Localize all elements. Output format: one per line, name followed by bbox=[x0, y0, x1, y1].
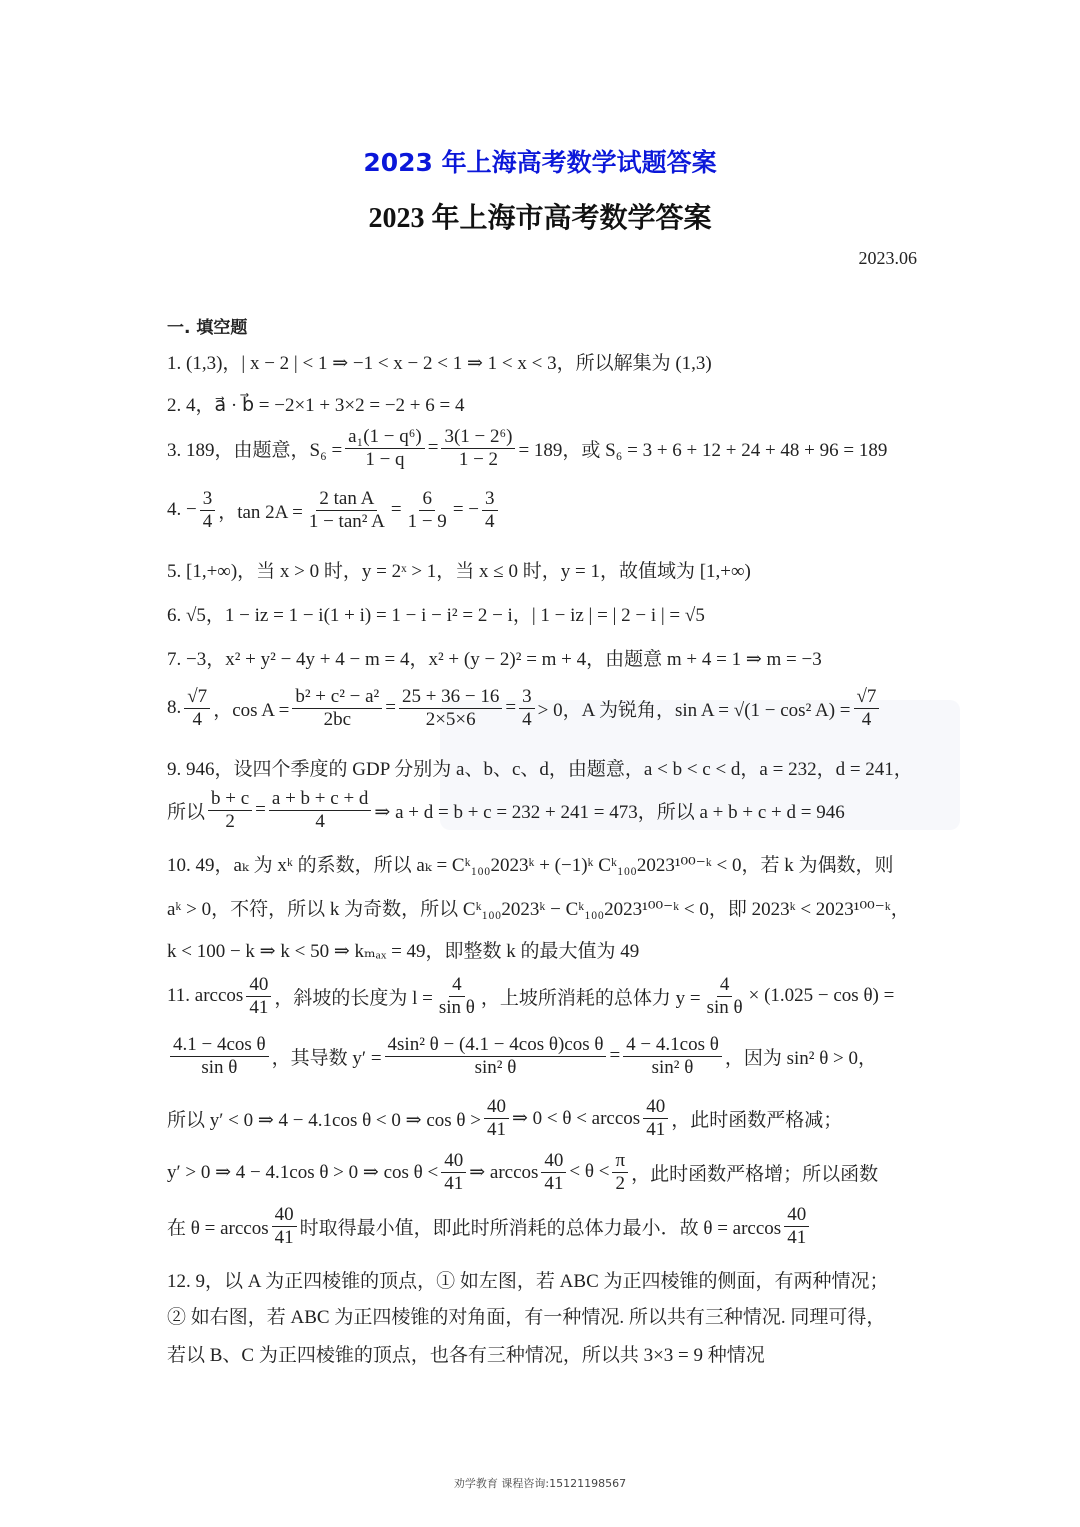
fraction: $\frac{\text{4.1 − 4cos θ}}{\text{sin θ}}$ bbox=[170, 1034, 269, 1079]
answer-11-line-5: 在 θ = arccos $\frac{40}{41}$ 时取得最小值，即此时所消耗的总体力最小．故 θ = arccos $\frac{40}{41}$ bbox=[167, 1204, 920, 1249]
answer-10-line-1: 10. 49，aₖ 为 xᵏ 的系数，所以 aₖ = Cᵏ₁₀₀2023ᵏ + (−1)ᵏ Cᵏ₁₀₀2023¹⁰⁰⁻ᵏ < 0，若 k 为偶数，则 bbox=[167, 855, 894, 876]
answer-12-line-1: 12. 9，以 A 为正四棱锥的顶点，① 如左图，若 ABC 为正四棱锥的侧面，有两种情况； bbox=[167, 1271, 889, 1292]
page-title: 2023 年上海高考数学试题答案 bbox=[363, 148, 717, 177]
fraction: $\frac{\text{4sin² θ − (4.1 − 4cos θ)cos θ}}{\text{sin² θ}}$ bbox=[385, 1034, 607, 1079]
fraction: $\frac{4}{\text{sin θ}}$ bbox=[706, 974, 743, 1018]
answer-5: 5. [1,+∞)，当 x > 0 时，y = 2ˣ > 1，当 x ≤ 0 时，y = 1，故值域为 [1,+∞) bbox=[167, 561, 751, 582]
fraction: $\frac{40}{41}$ bbox=[272, 1204, 297, 1249]
footer-contact: 劝学教育 课程咨询:15121198567 bbox=[453, 1477, 627, 1490]
answer-1: 1. (1,3)，| x − 2 | < 1 ⇒ −1 < x − 2 < 1 ⇒ 1 < x < 3，所以解集为 (1,3) bbox=[167, 353, 712, 374]
answer-6: 6. √5，1 − iz = 1 − i(1 + i) = 1 − i − i² = 2 − i，| 1 − iz | = | 2 − i | = √5 bbox=[167, 605, 705, 626]
fraction: $\frac{40}{41}$ bbox=[246, 974, 271, 1019]
answer-2: 2. 4，a⃗ · b⃗ = −2×1 + 3×2 = −2 + 6 = 4 bbox=[167, 395, 465, 416]
answer-9-line-1: 9. 946，设四个季度的 GDP 分别为 a、b、c、d，由题意，a < b < c < d，a = 232，d = 241， bbox=[167, 759, 913, 780]
fraction: $\frac{3}{4}$ bbox=[482, 488, 498, 533]
fraction: $\frac{40}{41}$ bbox=[784, 1204, 809, 1249]
answer-8: 8. $\frac{√7}{4}$ ，cos A = $\frac{\text{b² + c² − a²}}{2bc}$ = $\frac{25 + 36 - 16}{2\times 5\times 6}$ = $\frac{3}{4}$ > 0，A 为锐角，sin A = √(1 − cos² A) = $\frac{√7}{4}$ bbox=[167, 686, 920, 731]
fraction: $\frac{√7}{4}$ bbox=[184, 686, 210, 731]
fraction: $\frac{\pi}{2}$ bbox=[612, 1150, 628, 1195]
answer-10-line-3: k < 100 − k ⇒ k < 50 ⇒ kₘₐₓ = 49，即整数 k 的最大值为 49 bbox=[167, 941, 640, 962]
fraction: $\frac{40}{41}$ bbox=[541, 1150, 566, 1195]
answer-10-line-2: aᵏ > 0，不符，所以 k 为奇数，所以 Cᵏ₁₀₀2023ᵏ − Cᵏ₁₀₀2023¹⁰⁰⁻ᵏ < 0，即 2023ᵏ < 2023¹⁰⁰⁻ᵏ， bbox=[167, 899, 910, 920]
fraction: $\frac{40}{41}$ bbox=[484, 1096, 509, 1141]
section-heading: 一. 填空题 bbox=[167, 318, 248, 338]
fraction: $\frac{\text{3(1 − 2⁶)}}{1 - 2}$ bbox=[441, 426, 515, 471]
fraction: $\frac{b + c}{2}$ bbox=[208, 788, 252, 833]
fraction: $\frac{40}{41}$ bbox=[643, 1096, 668, 1141]
answer-3-text: 3. 189，由题意，S₆ = bbox=[167, 439, 343, 461]
document-date: 2023.06 bbox=[858, 248, 917, 268]
fraction: $\frac{\text{2 tan A}}{\text{1 − tan² A}}$ bbox=[308, 488, 385, 532]
answer-3: 3. 189，由题意，S₆ = $\frac{\text{a₁(1 − q⁶)}}{1 - q}$ = $\frac{\text{3(1 − 2⁶)}}{1 - 2}$ = 189，或 S₆ = 3 + 6 + 12 + 24 + 48 + 96 = 189 bbox=[167, 426, 888, 470]
answer-7: 7. −3，x² + y² − 4y + 4 − m = 4，x² + (y − 2)² = m + 4，由题意 m + 4 = 1 ⇒ m = −3 bbox=[167, 649, 822, 670]
answer-11-line-4: y′ > 0 ⇒ 4 − 4.1cos θ > 0 ⇒ cos θ < $\frac{40}{41}$ ⇒ arccos $\frac{40}{41}$ < θ < $\frac{\pi}{2}$ ，此时函数严格增；所以函数 bbox=[167, 1150, 879, 1194]
fraction: $\frac{\text{a₁(1 − q⁶)}}{1 - q}$ bbox=[345, 426, 425, 471]
fraction: $\frac{40}{41}$ bbox=[441, 1150, 466, 1195]
fraction: $\frac{25 + 36 - 16}{2\times 5\times 6}$ bbox=[399, 686, 502, 731]
fraction: $\frac{3}{4}$ bbox=[200, 488, 216, 533]
answer-12-line-2: ② 如右图，若 ABC 为正四棱锥的对角面，有一种情况. 所以共有三种情况. 同理可得， bbox=[167, 1307, 886, 1328]
fraction: $\frac{3}{4}$ bbox=[519, 686, 535, 731]
fraction: $\frac{\text{b² + c² − a²}}{2bc}$ bbox=[292, 686, 382, 731]
answer-4: 4. − $\frac{3}{4}$ ，tan 2A = $\frac{\text{2 tan A}}{\text{1 − tan² A}}$ = $\frac{6}{1 - 9}$ = − $\frac{3}{4}$ bbox=[167, 488, 920, 533]
fraction: $\frac{\text{4 − 4.1cos θ}}{\text{sin² θ}}$ bbox=[623, 1034, 722, 1079]
answer-11-line-2: $\frac{\text{4.1 − 4cos θ}}{\text{sin θ}}$ ，其导数 y′ = $\frac{\text{4sin² θ − (4.1 − 4cos θ)cos θ}}{\text{sin² θ}}$ = $\frac{\text{4 − 4.1cos θ}}{\text{sin² θ}}$ ，因为 sin² θ > 0， bbox=[167, 1034, 920, 1079]
fraction: $\frac{4}{\text{sin θ}}$ bbox=[438, 974, 475, 1018]
answer-11-line-3: 所以 y′ < 0 ⇒ 4 − 4.1cos θ < 0 ⇒ cos θ > $\frac{40}{41}$ ⇒ 0 < θ < arccos $\frac{40}{41}$ ，此时函数严格减； bbox=[167, 1096, 843, 1140]
fraction: $\frac{√7}{4}$ bbox=[854, 686, 880, 731]
answer-9-line-2: 所以 $\frac{b + c}{2}$ = $\frac{a + b + c + d}{4}$ ⇒ a + d = b + c = 232 + 241 = 473，所以 a + b + c + d = 946 bbox=[167, 788, 845, 832]
answer-11-line-1: 11. arccos $\frac{40}{41}$ ，斜坡的长度为 l = $\frac{4}{\text{sin θ}}$ ，上坡所消耗的总体力 y = $\frac{4}{\text{sin θ}}$ × (1.025 − cos θ) = bbox=[167, 974, 895, 1018]
answer-12-line-3: 若以 B、C 为正四棱锥的顶点，也各有三种情况，所以共 3×3 = 9 种情况 bbox=[167, 1345, 765, 1366]
document-title: 2023 年上海市高考数学答案 bbox=[368, 203, 712, 234]
fraction: $\frac{a + b + c + d}{4}$ bbox=[269, 788, 372, 833]
fraction: $\frac{6}{1 - 9}$ bbox=[407, 488, 447, 532]
answer-3-text: = 189，或 S₆ = 3 + 6 + 12 + 24 + 48 + 96 = 189 bbox=[518, 439, 888, 461]
